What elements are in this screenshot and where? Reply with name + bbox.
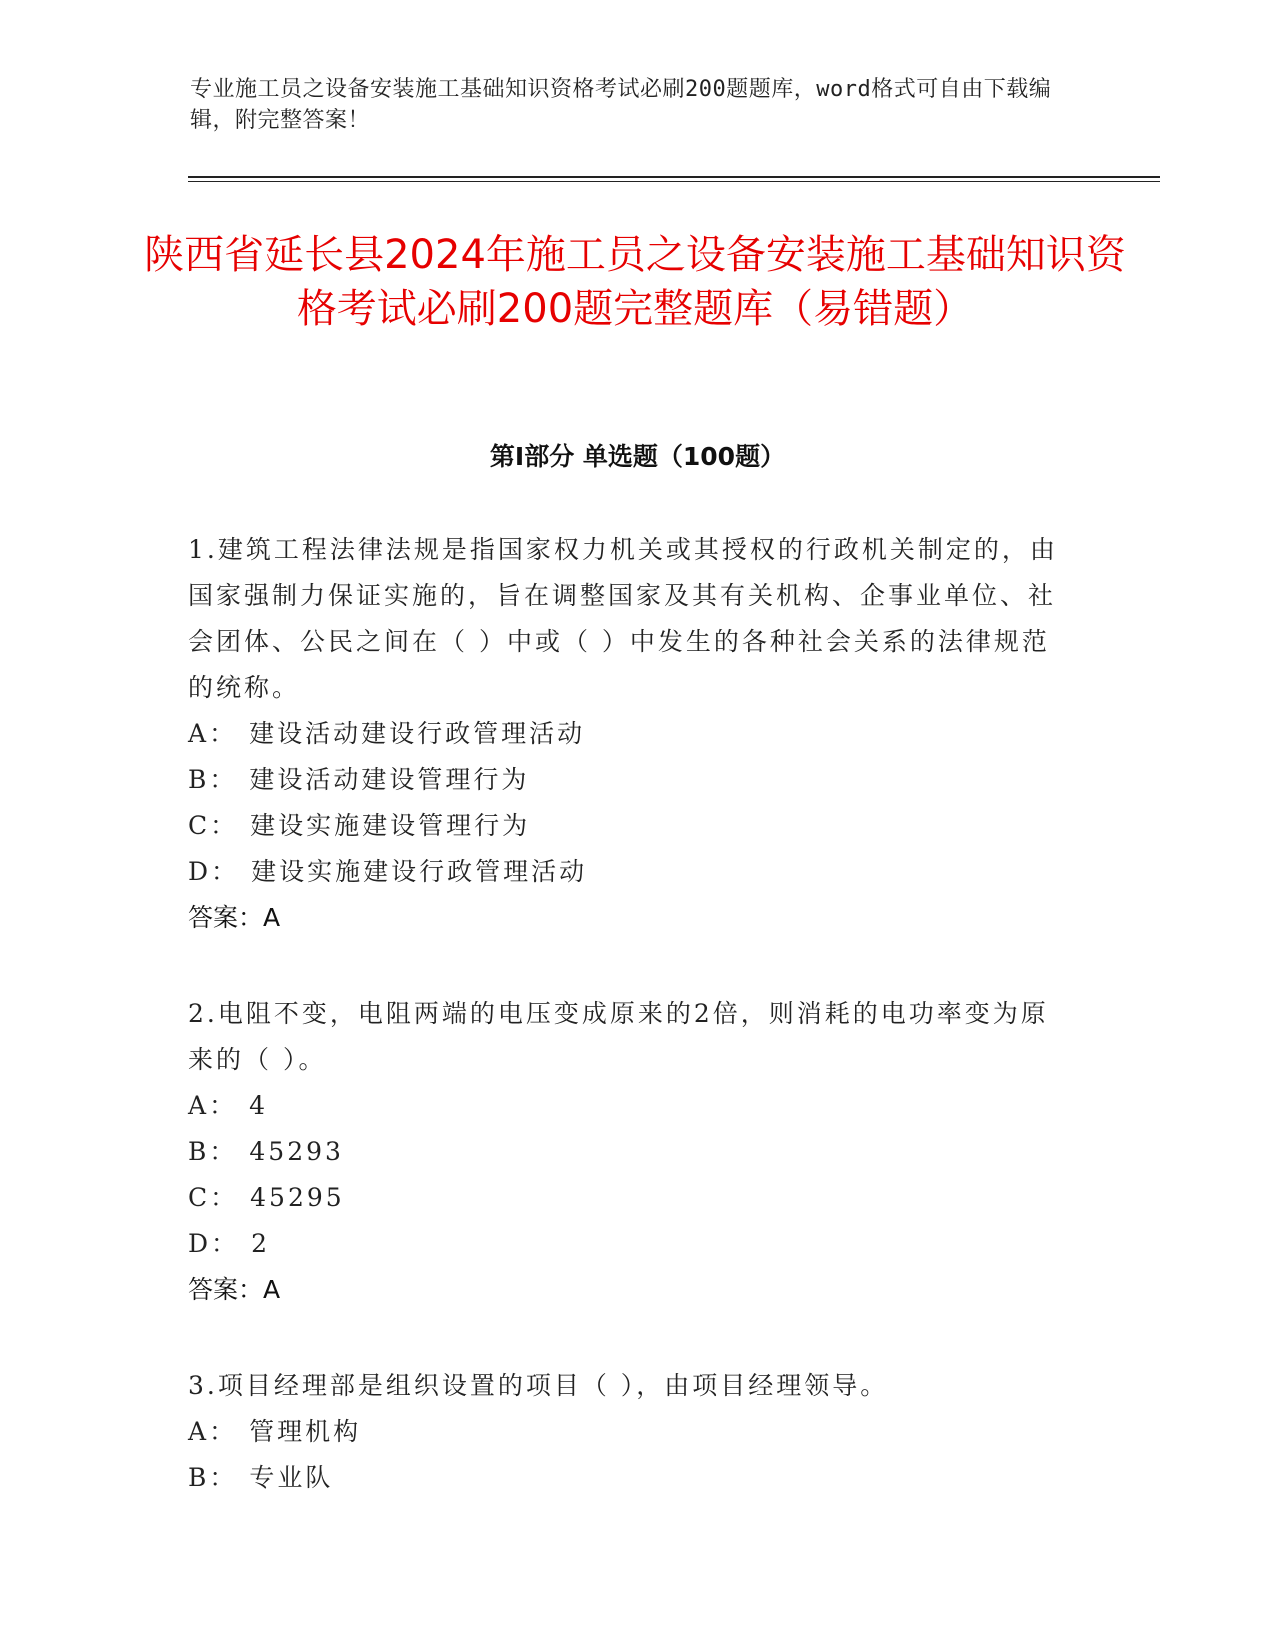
option-d <box>188 849 1068 895</box>
option-separator: ： <box>211 857 240 886</box>
header-rule-thick <box>188 176 1160 178</box>
option-separator: ： <box>210 811 239 840</box>
question-number: 1. <box>188 535 218 564</box>
option-key: C <box>188 811 211 840</box>
option-key: B <box>188 1463 210 1492</box>
option-key: D <box>188 1229 212 1258</box>
question-stem <box>188 527 1068 711</box>
answer-line <box>188 1267 1068 1313</box>
option-text: 管理机构 <box>249 1417 362 1446</box>
option-separator: ： <box>209 765 238 794</box>
question-stem <box>188 1363 1068 1409</box>
question-3 <box>188 1363 1068 1501</box>
option-separator: ： <box>209 1137 238 1166</box>
answer-value: A <box>263 903 281 932</box>
option-key: A <box>188 1091 210 1120</box>
option-text: 建设活动建设行政管理活动 <box>249 719 586 748</box>
option-separator: ： <box>209 719 238 748</box>
option-d <box>188 1221 1068 1267</box>
option-text: 建设实施建设管理行为 <box>250 811 531 840</box>
question-list <box>188 527 1068 1551</box>
option-key: D <box>188 857 212 886</box>
option-key: C <box>188 1183 211 1212</box>
question-number: 3. <box>188 1371 218 1400</box>
option-a <box>188 711 1068 757</box>
option-text: 建设活动建设管理行为 <box>249 765 530 794</box>
answer-value: A <box>263 1275 281 1304</box>
option-a <box>188 1083 1068 1129</box>
option-text: 专业队 <box>249 1463 334 1492</box>
answer-label: 答案： <box>188 903 264 932</box>
option-c <box>188 803 1068 849</box>
option-b <box>188 1129 1068 1175</box>
option-key: B <box>188 1137 210 1166</box>
option-separator: ： <box>209 1091 238 1120</box>
option-text: 45293 <box>249 1137 344 1166</box>
option-key: A <box>188 719 210 748</box>
question-text: 电阻不变，电阻两端的电压变成原来的2倍，则消耗的电功率变为原来的（ ）。 <box>188 999 1049 1074</box>
option-a <box>188 1409 1068 1455</box>
section-title: 第I部分 单选题（100题） <box>489 442 786 471</box>
option-key: A <box>188 1417 210 1446</box>
option-b <box>188 1455 1068 1501</box>
option-c <box>188 1175 1068 1221</box>
answer-label: 答案： <box>188 1275 264 1304</box>
answer-line <box>188 895 1068 941</box>
header-note: 专业施工员之设备安装施工基础知识资格考试必刷200题题库，word格式可自由下载编辑，附完整答案！ <box>190 77 1052 133</box>
question-text: 项目经理部是组织设置的项目（ ），由项目经理领导。 <box>217 1371 889 1400</box>
question-2 <box>188 991 1068 1313</box>
option-text: 45295 <box>250 1183 345 1212</box>
option-text: 建设实施建设行政管理活动 <box>251 857 588 886</box>
header-rule-thin <box>188 181 1160 182</box>
option-text: 4 <box>249 1091 268 1120</box>
question-stem <box>188 991 1068 1083</box>
option-b <box>188 757 1068 803</box>
option-text: 2 <box>251 1229 270 1258</box>
question-number: 2. <box>188 999 218 1028</box>
question-1 <box>188 527 1068 941</box>
option-separator: ： <box>210 1183 239 1212</box>
option-separator: ： <box>211 1229 240 1258</box>
option-key: B <box>188 765 210 794</box>
option-separator: ： <box>209 1417 238 1446</box>
question-text: 建筑工程法律法规是指国家权力机关或其授权的行政机关制定的，由国家强制力保证实施的，旨在调整国家及其有关机构、企事业单位、社会团体、公民之间在（ ）中或（ ）中发生的各种社会关系的法律规范的统称。 <box>188 535 1058 702</box>
option-separator: ： <box>209 1463 238 1492</box>
document-title: 陕西省延长县2024年施工员之设备安装施工基础知识资格考试必刷200题完整题库（易错题） <box>144 232 1126 332</box>
